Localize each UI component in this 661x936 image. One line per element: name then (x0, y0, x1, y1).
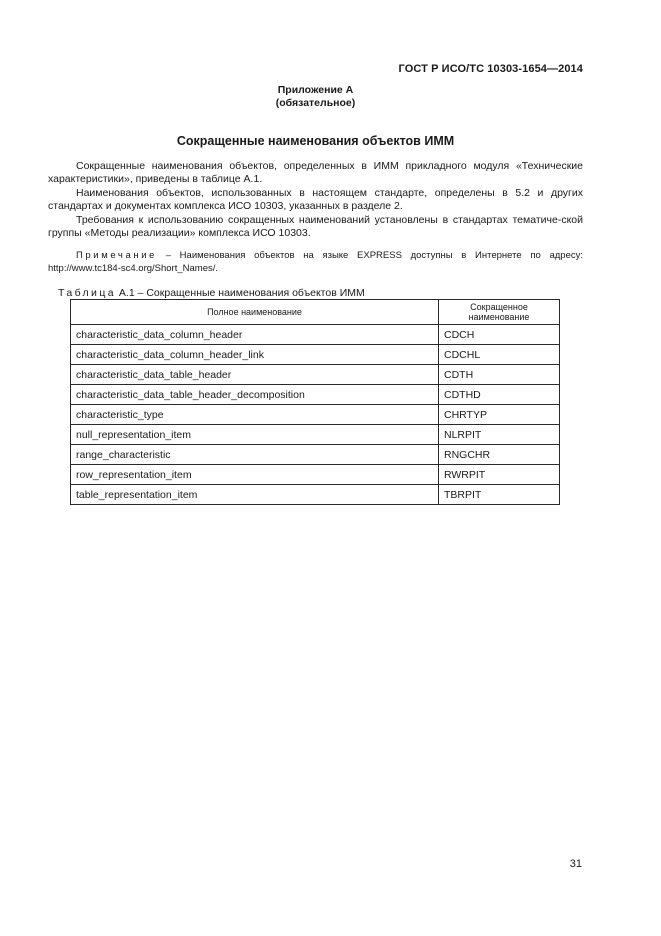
full-name-cell: null_representation_item (71, 425, 439, 445)
paragraph: Сокращенные наименования объектов, определенных в ИММ прикладного модуля «Технические характеристики», приведены в таблице А.1. (48, 160, 583, 186)
short-name-cell: CDTH (439, 365, 560, 385)
full-name-cell: characteristic_type (71, 405, 439, 425)
section-heading: Сокращенные наименования объектов ИММ (176, 134, 455, 148)
table-row (71, 485, 560, 505)
full-name-cell: characteristic_data_table_header_decomposition (71, 385, 439, 405)
short-name-cell: CDCHL (439, 345, 560, 365)
note-text: – Наименования объектов на языке EXPRESS доступны в Интернете по адресу: http://www.tc184-sc4.org/Short_Names/. (48, 250, 583, 274)
table-row (71, 465, 560, 485)
paragraph: Требования к использованию сокращенных наименований установлены в стандартах тематиче-ской группы «Методы реализации» комплекса ИСО 10303. (48, 213, 583, 240)
table-caption-text: А.1 – Сокращенные наименования объектов ИММ (118, 287, 365, 299)
column-header-short-name: Сокращенное наименование (439, 300, 560, 325)
column-header-full-name: Полное наименование (71, 300, 439, 325)
note-label: Примечание (76, 250, 157, 261)
table-row (71, 405, 560, 425)
full-name-cell: characteristic_data_column_header (71, 325, 439, 345)
table-row (71, 425, 560, 445)
body-text (48, 160, 583, 240)
short-name-cell: RNGCHR (439, 445, 560, 465)
full-name-cell: characteristic_data_column_header_link (71, 345, 439, 365)
table-row (71, 325, 560, 345)
table-caption (58, 287, 365, 299)
page-number: 31 (569, 858, 582, 870)
table-body (71, 325, 560, 505)
short-name-cell: CDTHD (439, 385, 560, 405)
paragraph: Наименования объектов, использованных в настоящем стандарте, определены в 5.2 и других стандартах и документах комплекса ИСО 10303, указанных в разделе 2. (48, 186, 583, 213)
full-name-cell: row_representation_item (71, 465, 439, 485)
table-row (71, 365, 560, 385)
table-caption-label: Таблица (58, 287, 116, 299)
abbreviations-table (70, 299, 560, 505)
note (48, 250, 583, 275)
short-name-cell: NLRPIT (439, 425, 560, 445)
short-name-cell: TBRPIT (439, 485, 560, 505)
annex-status: (обязательное) (275, 97, 356, 109)
table-row (71, 385, 560, 405)
short-name-cell: CHRTYP (439, 405, 560, 425)
table-row (71, 345, 560, 365)
table-row (71, 445, 560, 465)
full-name-cell: characteristic_data_table_header (71, 365, 439, 385)
full-name-cell: range_characteristic (71, 445, 439, 465)
table-header-row (71, 300, 560, 325)
short-name-cell: CDCH (439, 325, 560, 345)
full-name-cell: table_representation_item (71, 485, 439, 505)
annex-title: Приложение А (277, 84, 354, 96)
short-name-cell: RWRPIT (439, 465, 560, 485)
document-code: ГОСТ Р ИСО/ТС 10303-1654—2014 (398, 63, 583, 75)
